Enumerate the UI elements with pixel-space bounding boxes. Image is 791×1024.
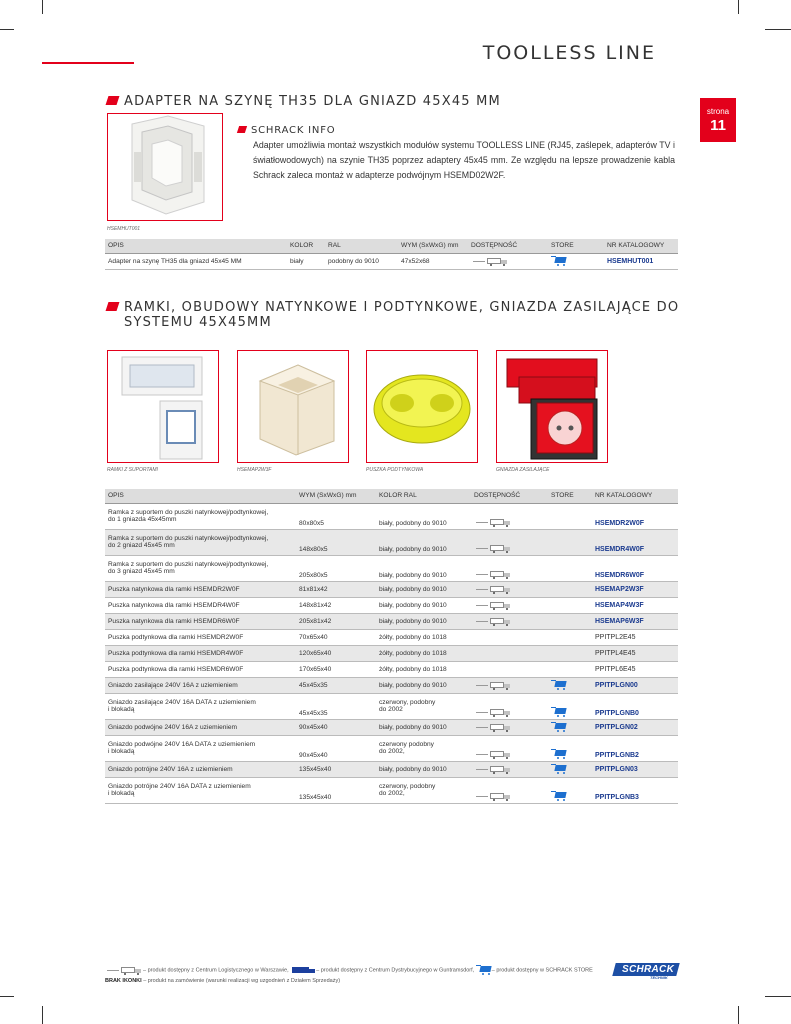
cell-opis xyxy=(105,693,296,719)
cell-wym: 148x80x5 xyxy=(296,529,376,555)
cell-store xyxy=(548,629,592,645)
cell-kolor: żółty, podobny do 1018 xyxy=(376,629,471,645)
cell-opis xyxy=(105,735,296,761)
cell-wym: 45x45x35 xyxy=(296,677,376,693)
cell-wym: 90x45x40 xyxy=(296,735,376,761)
cell-opis: Adapter na szynę TH35 dla gniazd 45x45 MM xyxy=(105,253,287,269)
section2-heading xyxy=(107,300,679,330)
cell-store xyxy=(548,677,592,693)
table-row xyxy=(105,555,678,581)
header-accent-bar xyxy=(42,62,134,64)
cell-opis-line1: Ramka z suportem do puszki natynkowej/podtynkowej, xyxy=(108,509,269,516)
truck-icon xyxy=(105,966,143,975)
cell-kolor xyxy=(376,735,471,761)
info-heading xyxy=(238,125,335,136)
page-number-tab xyxy=(700,98,736,142)
section2-title-line2: SYSTEMU 45X45MM xyxy=(124,315,272,330)
table-row xyxy=(105,645,678,661)
truck-icon xyxy=(474,792,512,801)
cell-wym: 47x52x68 xyxy=(398,253,468,269)
cell-kolor: biały, podobny do 9010 xyxy=(376,581,471,597)
cell-store xyxy=(548,761,592,777)
cell-store xyxy=(548,529,592,555)
cell-wym: 135x45x40 xyxy=(296,761,376,777)
store-cart-icon[interactable] xyxy=(551,256,567,266)
cell-store xyxy=(548,693,592,719)
store-cart-icon[interactable] xyxy=(551,764,567,774)
cell-kolor: żółty, podobny do 1018 xyxy=(376,661,471,677)
cell-opis-line1: Ramka z suportem do puszki natynkowej/podtynkowej, xyxy=(108,535,269,542)
crop-mark xyxy=(765,996,791,997)
col-header: OPIS xyxy=(105,239,287,253)
crop-mark xyxy=(738,1006,739,1024)
crop-mark xyxy=(42,1006,43,1024)
cell-wym: 170x65x40 xyxy=(296,661,376,677)
store-cart-icon[interactable] xyxy=(551,722,567,732)
cell-availability xyxy=(471,719,548,735)
surface-box-image xyxy=(237,350,349,463)
image-caption: RAMKI Z SUPORTAMI xyxy=(107,467,158,473)
brak-ikonki-label: BRAK IKONKI xyxy=(105,978,142,984)
cell-wym: 70x65x40 xyxy=(296,629,376,645)
cell-store xyxy=(548,777,592,803)
cell-catalog-number[interactable]: PPITPLGNB2 xyxy=(592,735,678,761)
cell-opis-line2: do 3 gniazd 45x45 mm xyxy=(108,568,175,575)
info-text: Adapter umożliwia montaż wszystkich modułów systemu TOOLLESS LINE (RJ45, zaślepek, adapterów TV i światłowodowych) na szynie TH35 poprzez adaptery 45x45 mm. Ze względu na lepsze prowadzenie kabla Schrack zaleca montaż w adapterze podwójnym HSEMD02W2F. xyxy=(253,140,675,180)
table-row xyxy=(105,613,678,629)
truck-icon xyxy=(474,518,512,527)
logo-subtext: TECHNIK xyxy=(650,975,668,980)
cell-availability xyxy=(471,693,548,719)
cell-wym: 90x45x40 xyxy=(296,719,376,735)
truck-icon xyxy=(474,617,512,626)
legend-text-store: – produkt dostępny w SCHRACK STORE xyxy=(491,967,593,974)
truck-icon xyxy=(474,544,512,553)
cell-opis: Gniazdo potrójne 240V 16A z uziemieniem xyxy=(105,761,296,777)
cell-store xyxy=(548,661,592,677)
cell-kolor: biały, podobny do 9010 xyxy=(376,761,471,777)
cell-wym: 135x45x40 xyxy=(296,777,376,803)
cell-availability xyxy=(471,735,548,761)
cell-store xyxy=(548,581,592,597)
col-header: STORE xyxy=(548,489,592,503)
store-cart-icon[interactable] xyxy=(551,707,567,717)
cell-opis xyxy=(105,503,296,529)
table-row xyxy=(105,777,678,803)
cell-store xyxy=(548,597,592,613)
col-header: NR KATALOGOWY xyxy=(604,239,678,253)
cell-opis-line2: do 1 gniazda 45x45mm xyxy=(108,516,177,523)
cell-store xyxy=(548,613,592,629)
cell-kolor xyxy=(376,777,471,803)
cell-opis: Puszka podtynkowa dla ramki HSEMDR2W0F xyxy=(105,629,296,645)
cell-wym: 120x65x40 xyxy=(296,645,376,661)
crop-mark xyxy=(42,0,43,14)
cell-availability xyxy=(471,529,548,555)
section-marker-icon xyxy=(106,96,120,105)
sockets-illustration xyxy=(497,351,607,462)
cell-wym: 80x80x5 xyxy=(296,503,376,529)
col-header: NR KATALOGOWY xyxy=(592,489,678,503)
cell-opis-line2: i blokadą xyxy=(108,790,135,797)
cell-catalog-number[interactable]: PPITPL2E45 xyxy=(592,629,678,645)
brak-ikonki-text: – produkt na zamówienie (warunki realizacji wg uzgodnień z Działem Sprzedaży) xyxy=(141,978,341,984)
cell-opis-line2: do 2 gniazd 45x45 mm xyxy=(108,542,175,549)
truck-icon xyxy=(474,708,512,717)
section2-table xyxy=(105,489,678,804)
cell-catalog-number[interactable]: HSEMHUT001 xyxy=(604,253,678,269)
col-header: STORE xyxy=(548,239,604,253)
section1-heading xyxy=(107,94,501,109)
col-header: RAL xyxy=(325,239,398,253)
cell-store xyxy=(548,719,592,735)
cell-kolor xyxy=(376,693,471,719)
image-caption: GNIAZDA ZASILAJĄCE xyxy=(496,467,550,473)
cell-opis xyxy=(105,555,296,581)
cell-kolor-line1: czerwony, podobny xyxy=(379,699,436,706)
truck-icon xyxy=(474,585,512,594)
cell-catalog-number[interactable]: HSEMDR2W0F xyxy=(592,503,678,529)
cell-catalog-number[interactable]: PPITPLGN02 xyxy=(592,719,678,735)
image-caption: HSEMAP2W3F xyxy=(237,467,272,473)
cell-opis: Puszka podtynkowa dla ramki HSEMDR6W0F xyxy=(105,661,296,677)
col-header: WYM (SxWxG) mm xyxy=(296,489,376,503)
truck-icon xyxy=(474,681,512,690)
legend-text-warsaw: – produkt dostępny z Centrum Logistycznego w Warszawie, xyxy=(143,967,289,974)
cell-availability xyxy=(471,581,548,597)
table-row xyxy=(105,529,678,555)
truck-icon xyxy=(474,750,512,759)
cell-catalog-number[interactable]: PPITPL4E45 xyxy=(592,645,678,661)
col-header: DOSTĘPNOŚĆ xyxy=(468,239,548,253)
col-header: WYM (SxWxG) mm xyxy=(398,239,468,253)
footer-note xyxy=(105,978,340,984)
cell-kolor-line1: czerwony podobny xyxy=(379,741,434,748)
table-row xyxy=(105,693,678,719)
cell-opis-line2: i blokadą xyxy=(108,748,135,755)
cell-opis: Puszka natynkowa dla ramki HSEMDR2W0F xyxy=(105,581,296,597)
cell-catalog-number[interactable]: PPITPLGN00 xyxy=(592,677,678,693)
cell-kolor: biały, podobny do 9010 xyxy=(376,503,471,529)
cell-catalog-number[interactable]: PPITPLGNB3 xyxy=(592,777,678,803)
cell-availability xyxy=(468,253,548,269)
cell-opis: Puszka natynkowa dla ramki HSEMDR6W0F xyxy=(105,613,296,629)
cell-availability xyxy=(471,645,548,661)
truck-icon xyxy=(474,723,512,732)
cell-availability xyxy=(471,777,548,803)
store-cart-icon[interactable] xyxy=(551,791,567,801)
cell-wym: 45x45x35 xyxy=(296,693,376,719)
truck-icon xyxy=(474,601,512,610)
cell-kolor-line2: do 2002, xyxy=(379,790,405,797)
table-row xyxy=(105,661,678,677)
section-marker-icon xyxy=(106,302,120,311)
cell-store xyxy=(548,645,592,661)
cell-kolor: biały, podobny do 9010 xyxy=(376,613,471,629)
section2-title-line1: RAMKI, OBUDOWY NATYNKOWE I PODTYNKOWE, GNIAZDA ZASILAJĄCE DO xyxy=(124,300,680,315)
cell-opis-line1: Gniazdo potrójne 240V 16A DATA z uziemieniem xyxy=(108,783,251,790)
cell-wym: 81x81x42 xyxy=(296,581,376,597)
cell-wym: 205x81x42 xyxy=(296,613,376,629)
cell-kolor: biały, podobny do 9010 xyxy=(376,719,471,735)
info-title: SCHRACK INFO xyxy=(251,125,336,136)
table-header-row xyxy=(105,489,678,503)
frames-image xyxy=(107,350,219,463)
cell-kolor: biały, podobny do 9010 xyxy=(376,677,471,693)
cell-kolor-line2: do 2002 xyxy=(379,706,403,713)
page-tab-label: strona xyxy=(706,107,730,116)
cell-opis: Gniazdo podwójne 240V 16A z uziemieniem xyxy=(105,719,296,735)
cell-availability xyxy=(471,629,548,645)
store-cart-icon[interactable] xyxy=(551,680,567,690)
cell-kolor: żółty, podobny do 1018 xyxy=(376,645,471,661)
table-row xyxy=(105,503,678,529)
cell-opis xyxy=(105,777,296,803)
crop-mark xyxy=(0,29,14,30)
cell-catalog-number[interactable]: HSEMAP2W3F xyxy=(592,581,678,597)
truck-icon xyxy=(471,257,509,266)
cell-catalog-number[interactable]: HSEMDR6W0F xyxy=(592,555,678,581)
table-row xyxy=(105,761,678,777)
surface-box-illustration xyxy=(238,351,348,462)
blue-truck-icon xyxy=(290,967,316,974)
cell-catalog-number[interactable]: PPITPLGN03 xyxy=(592,761,678,777)
table-header-row xyxy=(105,239,678,253)
cell-catalog-number[interactable]: HSEMAP6W3F xyxy=(592,613,678,629)
table-row xyxy=(105,677,678,693)
section1-title: ADAPTER NA SZYNĘ TH35 DLA GNIAZD 45X45 MM xyxy=(124,94,501,109)
crop-mark xyxy=(0,996,14,997)
crop-mark xyxy=(738,0,739,14)
truck-icon xyxy=(474,765,512,774)
footer-legend xyxy=(105,965,593,975)
flush-box-image xyxy=(366,350,478,463)
cell-kolor-line2: do 2002, xyxy=(379,748,405,755)
legend-text-guntramsdorf: – produkt dostępny z Centrum Dystrybucyjnego w Guntramsdorf, xyxy=(316,967,475,974)
cell-availability xyxy=(471,597,548,613)
sockets-image xyxy=(496,350,608,463)
cell-opis: Gniazdo zasilające 240V 16A z uziemieniem xyxy=(105,677,296,693)
col-header: OPIS xyxy=(105,489,296,503)
cell-availability xyxy=(471,677,548,693)
cell-opis-line2: i blokadą xyxy=(108,706,135,713)
cell-availability xyxy=(471,613,548,629)
table-row xyxy=(105,629,678,645)
crop-mark xyxy=(765,29,791,30)
cell-wym: 205x80x5 xyxy=(296,555,376,581)
cell-opis-line1: Ramka z suportem do puszki natynkowej/podtynkowej, xyxy=(108,561,269,568)
store-cart-icon[interactable] xyxy=(551,749,567,759)
store-cart-icon xyxy=(476,965,492,975)
cell-wym: 148x81x42 xyxy=(296,597,376,613)
image-caption: PUSZKA PODTYNKOWA xyxy=(366,467,424,473)
col-header: KOLOR RAL xyxy=(376,489,471,503)
frames-illustration xyxy=(108,351,218,462)
page-title: TOOLLESS LINE xyxy=(482,42,656,64)
cell-opis: Puszka podtynkowa dla ramki HSEMDR4W0F xyxy=(105,645,296,661)
cell-ral: podobny do 9010 xyxy=(325,253,398,269)
cell-opis: Puszka natynkowa dla ramki HSEMDR4W0F xyxy=(105,597,296,613)
table-row xyxy=(105,253,678,269)
cell-store xyxy=(548,253,604,269)
cell-kolor: biały, podobny do 9010 xyxy=(376,555,471,581)
cell-opis xyxy=(105,529,296,555)
cell-store xyxy=(548,503,592,529)
truck-icon xyxy=(474,570,512,579)
cell-availability xyxy=(471,555,548,581)
cell-kolor: biały, podobny do 9010 xyxy=(376,597,471,613)
adapter-image xyxy=(107,113,223,221)
cell-store xyxy=(548,555,592,581)
schrack-logo xyxy=(614,963,678,981)
table-row xyxy=(105,581,678,597)
cell-catalog-number[interactable]: PPITPLGNB0 xyxy=(592,693,678,719)
cell-catalog-number[interactable]: HSEMAP4W3F xyxy=(592,597,678,613)
image-caption: HSEMHUT001 xyxy=(107,226,141,232)
cell-availability xyxy=(471,503,548,529)
col-header: KOLOR xyxy=(287,239,325,253)
page-number: 11 xyxy=(710,117,726,134)
adapter-illustration xyxy=(108,114,222,220)
cell-catalog-number[interactable]: HSEMDR4W0F xyxy=(592,529,678,555)
table-row xyxy=(105,597,678,613)
cell-availability xyxy=(471,761,548,777)
flush-box-illustration xyxy=(367,351,477,462)
cell-availability xyxy=(471,661,548,677)
cell-kolor: biały xyxy=(287,253,325,269)
cell-kolor-line1: czerwony, podobny xyxy=(379,783,436,790)
cell-kolor: biały, podobny do 9010 xyxy=(376,529,471,555)
table-row xyxy=(105,735,678,761)
table-row xyxy=(105,719,678,735)
cell-opis-line1: Gniazdo zasilające 240V 16A DATA z uziemieniem xyxy=(108,699,256,706)
logo-text: SCHRACK xyxy=(622,964,675,975)
section1-table xyxy=(105,239,678,270)
col-header: DOSTĘPNOŚĆ xyxy=(471,489,548,503)
cell-catalog-number[interactable]: PPITPL6E45 xyxy=(592,661,678,677)
cell-opis-line1: Gniazdo podwójne 240V 16A DATA z uziemieniem xyxy=(108,741,256,748)
info-marker-icon xyxy=(237,126,247,133)
cell-store xyxy=(548,735,592,761)
